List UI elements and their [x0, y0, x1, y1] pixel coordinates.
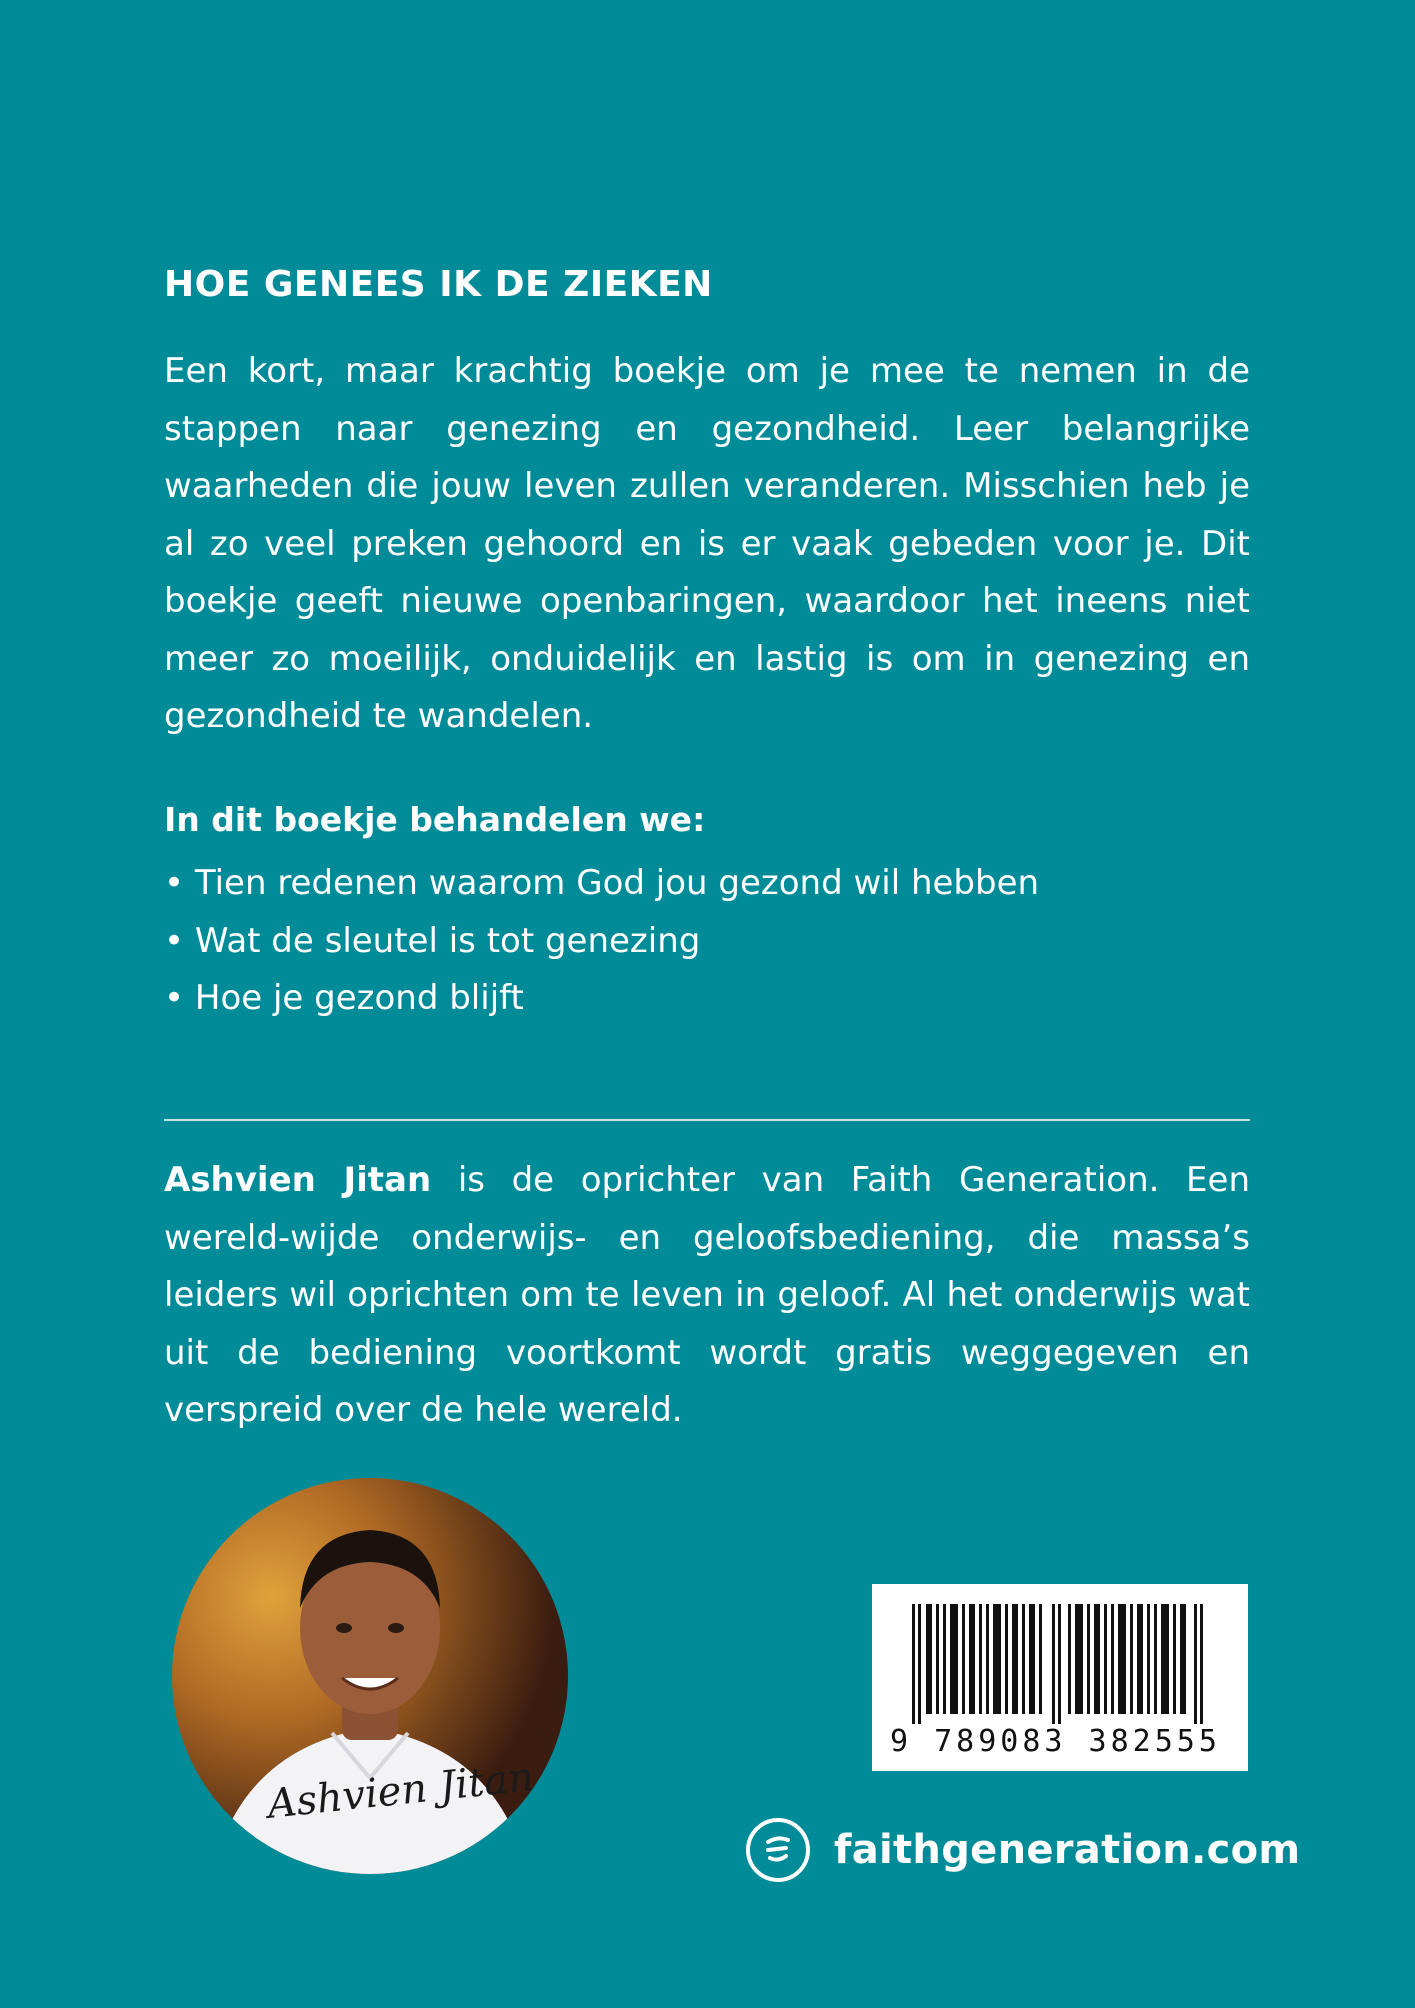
barcode-bars	[912, 1604, 1212, 1724]
author-portrait	[172, 1478, 568, 1874]
author-bio	[164, 1152, 1250, 1440]
divider	[164, 1119, 1250, 1121]
list-item: • Hoe je gezond blijft	[164, 970, 1039, 1028]
topics-heading: In dit boekje behandelen we:	[164, 800, 706, 839]
author-signature: Ashvien Jitan	[265, 1754, 536, 1828]
author-bio-text: is de oprichter van Faith Generation. Een wereld-wijde onderwijs- en geloofsbediening, die massa’s leiders wil oprichten om te leven in geloof. Al het onderwijs wat uit de bediening voortkomt wordt gratis weggegeven en verspreid over de hele wereld.	[164, 1160, 1250, 1430]
faith-generation-logo-icon	[746, 1818, 810, 1882]
topics-list	[164, 855, 1039, 1028]
author-name: Ashvien Jitan	[164, 1160, 432, 1200]
isbn-barcode	[872, 1584, 1248, 1771]
isbn-number: 9 789083 382555	[890, 1724, 1221, 1759]
book-title: HOE GENEES IK DE ZIEKEN	[164, 264, 713, 305]
website-footer[interactable]	[746, 1818, 1300, 1882]
list-item: • Wat de sleutel is tot genezing	[164, 913, 1039, 971]
website-url[interactable]: faithgeneration.com	[834, 1827, 1301, 1873]
list-item: • Tien redenen waarom God jou gezond wil hebben	[164, 855, 1039, 913]
intro-paragraph: Een kort, maar krachtig boekje om je mee te nemen in de stappen naar genezing en gezondheid. Leer belangrijke waarheden die jouw leven zullen veranderen. Misschien heb je al zo veel preken gehoord en is er vaak gebeden voor je. Dit boekje geeft nieuwe openbaringen, waardoor het ineens niet meer zo moeilijk, onduidelijk en lastig is om in genezing en gezondheid te wandelen.	[164, 351, 1250, 736]
